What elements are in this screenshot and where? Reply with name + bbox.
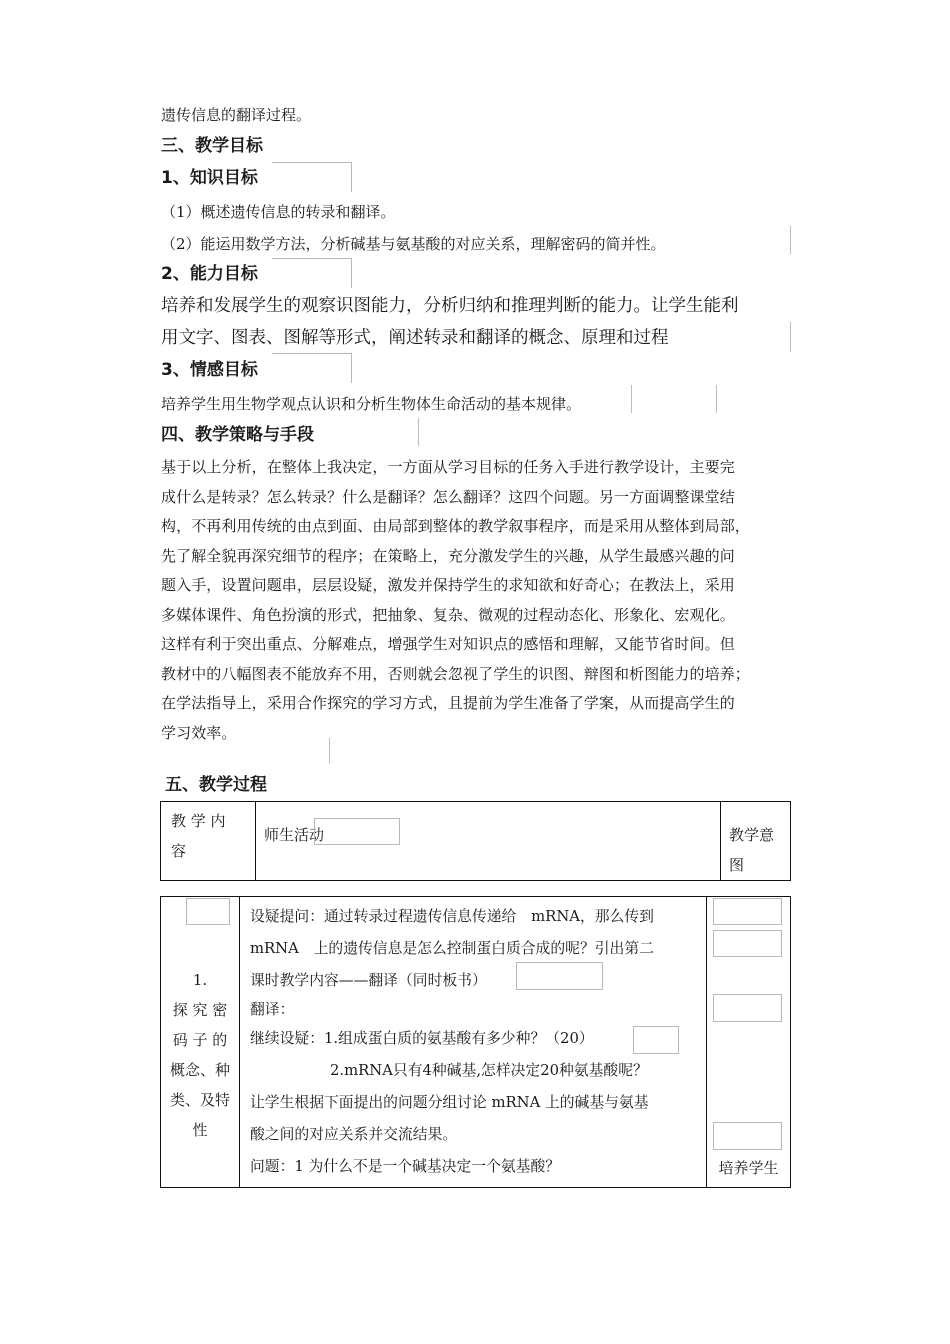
row1-activity-line: 2.mRNA只有4种碱基,怎样决定20种氨基酸呢？ xyxy=(330,1062,648,1079)
row1-activity-line: 翻译： xyxy=(250,1001,295,1018)
header-col1-line2: 容 xyxy=(171,842,187,860)
header-intent-cell xyxy=(721,802,791,881)
frame-decoration xyxy=(631,385,632,413)
frame-decoration xyxy=(314,818,400,845)
frame-decoration xyxy=(713,1122,782,1150)
section4-heading: 四、教学策略与手段 xyxy=(161,425,314,445)
frame-decoration xyxy=(516,962,603,990)
header-col1-line1: 教 学 内 xyxy=(171,812,226,830)
frame-decoration xyxy=(790,322,791,352)
strategy-line: 构，不再利用传统的由点到面、由局部到整体的教学叙事程序，而是采用从整体到局部， xyxy=(161,517,750,535)
frame-decoration xyxy=(633,1026,679,1054)
row1-activity-line: mRNA 上的遗传信息是怎么控制蛋白质合成的呢？引出第二 xyxy=(250,940,654,957)
strategy-line: 基于以上分析，在整体上我决定，一方面从学习目标的任务入手进行教学设计，主要完 xyxy=(161,458,735,476)
frame-decoration xyxy=(186,898,230,925)
header-content-cell xyxy=(161,802,256,881)
row1-col1-line: 性 xyxy=(192,1121,208,1139)
section5-heading: 五、教学过程 xyxy=(165,775,267,795)
strategy-line: 教材中的八幅图表不能放弃不用，否则就会忽视了学生的识图、辩图和析图能力的培养； xyxy=(161,664,750,683)
intro-line: 遗传信息的翻译过程。 xyxy=(161,106,312,124)
ability-goal-title: 2、能力目标 xyxy=(161,264,258,284)
ability-line-2: 用文字、图表、图解等形式，阐述转录和翻译的概念、原理和过程 xyxy=(161,328,669,348)
row1-col1-line: 码 子 的 xyxy=(172,1031,228,1049)
process-table-body xyxy=(160,896,791,1188)
strategy-line: 多媒体课件、角色扮演的形式，把抽象、复杂、微观的过程动态化、形象化、宏观化。 xyxy=(161,605,735,624)
row1-activity-line: 设疑提问：通过转录过程遗传信息传递给 mRNA，那么传到 xyxy=(250,908,654,925)
row1-col1-line: 探 究 密 xyxy=(172,1001,228,1019)
row1-col1-line: 类、及特 xyxy=(169,1091,230,1109)
row1-col1-line: 概念、种 xyxy=(169,1061,230,1079)
row1-activity-line: 问题：1 为什么不是一个碱基决定一个氨基酸？ xyxy=(250,1158,561,1175)
emotion-text: 培养学生用生物学观点认识和分析生物体生命活动的基本规律。 xyxy=(161,395,582,413)
emotion-goal-title: 3、情感目标 xyxy=(161,360,258,380)
strategy-line: 题入手，设置问题串，层层设疑，激发并保持学生的求知欲和好奇心；在教法上，采用 xyxy=(161,576,735,594)
strategy-line: 这样有利于突出重点、分解难点，增强学生对知识点的感悟和理解，又能节省时间。但 xyxy=(161,635,735,653)
row1-activity-line: 让学生根据下面提出的问题分组讨论 mRNA 上的碱基与氨基 xyxy=(250,1094,649,1111)
frame-decoration xyxy=(272,162,352,192)
frame-decoration xyxy=(716,385,717,413)
row1-activity-line: 继续设疑：1.组成蛋白质的氨基酸有多少种？（20） xyxy=(250,1030,594,1047)
row1-activity-line: 课时教学内容——翻译（同时板书） xyxy=(250,972,487,989)
frame-decoration xyxy=(713,994,782,1022)
strategy-line: 先了解全貌再深究细节的程序；在策略上，充分激发学生的兴趣，从学生最感兴趣的问 xyxy=(161,546,735,565)
strategy-paragraph xyxy=(161,453,801,748)
knowledge-item-2: （2）能运用数学方法，分析碱基与氨基酸的对应关系，理解密码的简并性。 xyxy=(161,235,666,253)
row1-col1-line: 1. xyxy=(192,971,208,989)
row1-col3: 培养学生 xyxy=(718,1159,779,1177)
frame-decoration xyxy=(418,418,419,446)
frame-decoration xyxy=(713,898,782,925)
knowledge-item-1: （1）概述遗传信息的转录和翻译。 xyxy=(161,203,396,221)
row1-content-cell xyxy=(161,897,240,1188)
frame-decoration xyxy=(790,226,791,254)
frame-decoration xyxy=(272,258,352,288)
process-table-header xyxy=(160,801,791,881)
frame-decoration xyxy=(272,353,352,383)
strategy-line: 成什么是转录？怎么转录？什么是翻译？怎么翻译？这四个问题。另一方面调整课堂结 xyxy=(161,487,735,506)
section3-heading: 三、教学目标 xyxy=(161,136,263,156)
frame-decoration xyxy=(329,738,330,764)
frame-decoration xyxy=(713,930,782,957)
header-col2: 师生活动 xyxy=(264,826,325,844)
header-col3: 教学意图 xyxy=(729,826,775,874)
ability-line-1: 培养和发展学生的观察识图能力，分析归纳和推理判断的能力。让学生能利 xyxy=(161,296,739,316)
strategy-line: 在学法指导上，采用合作探究的学习方式，且提前为学生准备了学案，从而提高学生的 xyxy=(161,694,735,712)
row1-activity-line: 酸之间的对应关系并交流结果。 xyxy=(250,1126,458,1143)
knowledge-goal-title: 1、知识目标 xyxy=(161,168,258,188)
strategy-line: 学习效率。 xyxy=(161,723,237,742)
